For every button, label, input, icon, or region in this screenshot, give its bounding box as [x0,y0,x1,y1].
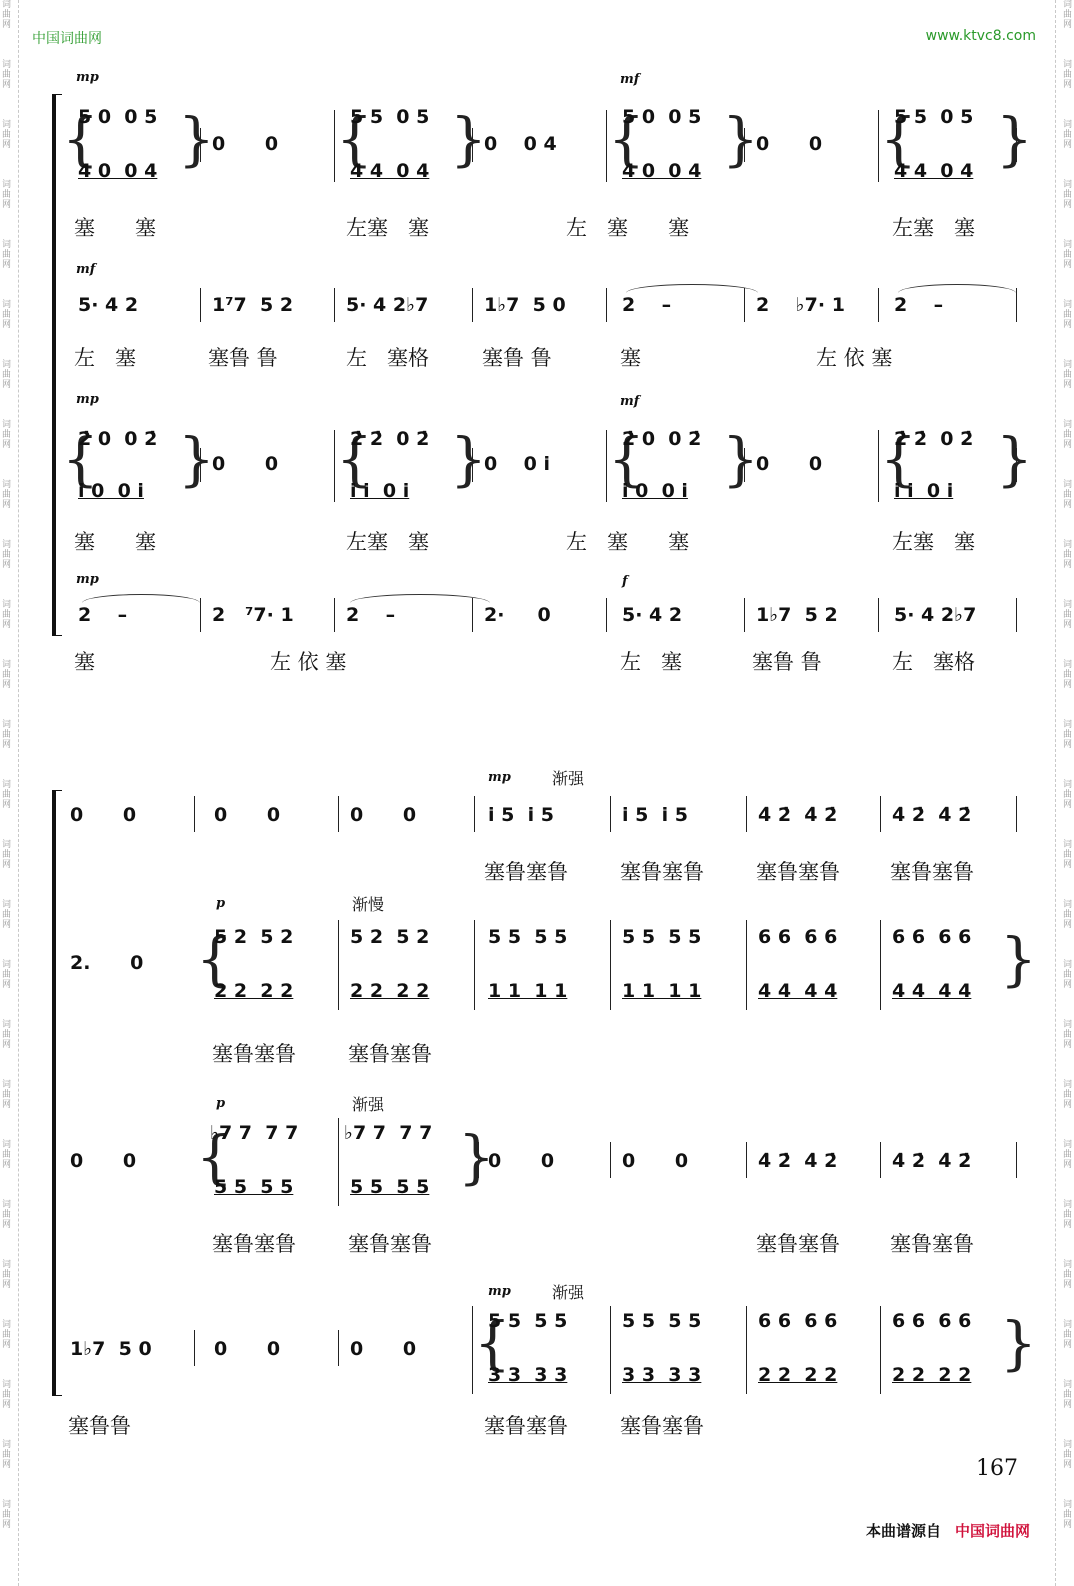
brace: } [996,425,1033,493]
brace: } [722,425,759,493]
lyric-text: 左 塞 塞 [566,530,690,554]
dynamic-mark: mp [76,70,99,85]
note-group: 5 5 5 5 [622,926,702,948]
watermark-text: 词 曲 网 [1062,780,1072,810]
barline [880,920,881,1010]
brace: } [1000,1309,1037,1377]
barline [610,1142,611,1178]
lyric-text: 塞鲁塞鲁 [212,1042,296,1066]
note-group: ♭7 7 7 7 [210,1122,299,1144]
watermark-text: 词 曲 网 [2,1020,12,1050]
watermark-text: 词 曲 网 [2,900,12,930]
lyric-text: 塞鲁塞鲁 [484,1414,568,1438]
barline [606,430,607,502]
lyric-text: 塞鲁塞鲁 [620,1414,704,1438]
note-group: 2 – [346,604,396,626]
barline [878,110,879,182]
watermark-text: 词 曲 网 [2,840,12,870]
watermark-text: 词 曲 网 [2,120,12,150]
watermark-text: 词 曲 网 [2,540,12,570]
note-group: 3 3 3 3 [488,1364,568,1386]
lyric-text: 塞鲁塞鲁 [890,1232,974,1256]
barline [1016,1142,1017,1178]
barline [338,1330,339,1366]
brace: } [178,105,215,173]
watermark-text: 词 曲 网 [2,1440,12,1470]
dynamic-mark: mf [620,394,640,409]
brace: } [178,425,215,493]
brace: { [880,425,917,493]
note-group: 5· 4 2 [78,294,139,316]
lyric-text: 塞鲁塞鲁 [348,1232,432,1256]
watermark-text: 词 曲 网 [1062,60,1072,90]
note-group: 0 0 [756,133,823,155]
note-group: 4 4 0 4 [894,160,974,182]
note-group: 0 0 [70,1150,137,1172]
lyric-text: 左塞 塞 [346,530,430,554]
dynamic-mark: p [216,1096,226,1111]
brace: { [196,1123,233,1191]
watermark-text: 词 曲 网 [1062,120,1072,150]
note-group: 4̇ 2̇ 4̇ 2̇ [892,1150,972,1172]
brace: } [450,425,487,493]
dynamic-mark: mp [488,770,511,785]
note-group: 2 – [78,604,128,626]
watermark-text: 词 曲 网 [1062,1020,1072,1050]
dynamic-mark: mf [620,72,640,87]
lyric-text: 塞 [620,346,641,370]
watermark-text: 词 曲 网 [1062,1380,1072,1410]
direction-text: 渐慢 [352,895,385,914]
barline [1016,288,1017,322]
note-group: 6 6 6 6 [758,926,838,948]
brace: { [608,105,645,173]
note-group: 4 0 0 4 [78,160,158,182]
page-number: 167 [976,1456,1018,1481]
direction-text: 渐强 [552,769,585,788]
watermark-text: 词 曲 网 [1062,840,1072,870]
barline [610,796,611,832]
watermark-text: 词 曲 网 [1062,240,1072,270]
watermark-text: 词 曲 网 [1062,1320,1072,1350]
note-group: 5 5 5 5 [350,1176,430,1198]
watermark-text: 词 曲 网 [1062,660,1072,690]
tie-arc [626,284,758,293]
barline [744,598,745,632]
note-group: 6 6 6 6 [758,1310,838,1332]
system-bracket [52,790,62,1396]
barline [746,920,747,1010]
lyric-text: 塞鲁塞鲁 [890,860,974,884]
watermark-text: 词 曲 网 [2,240,12,270]
lyric-text: 塞 塞 [74,216,157,240]
lyric-text: 塞鲁塞鲁 [620,860,704,884]
brace: { [196,925,233,993]
note-group: 5· 4 2 [622,604,683,626]
barline [478,1142,479,1178]
barline [200,598,201,632]
note-group: 0 0 i [484,453,551,475]
footer-brand-link[interactable]: 中国词曲网 [954,1522,1030,1540]
lyric-text: 左 塞 塞 [566,216,690,240]
brace: } [996,105,1033,173]
watermark-text: 词 曲 网 [2,1200,12,1230]
barline [746,1142,747,1178]
barline [200,128,201,162]
note-group: 2 ⁷7· 1 [212,604,294,626]
lyric-text: 塞鲁塞鲁 [756,860,840,884]
barline [474,796,475,832]
lyric-text: 塞 塞 [74,530,157,554]
watermark-text: 词 曲 网 [2,480,12,510]
barline [472,448,473,482]
barline [878,430,879,502]
barline [878,288,879,322]
watermark-text: 词 曲 网 [1062,1080,1072,1110]
lyric-text: 塞鲁 鲁 [752,650,822,674]
note-group: 0 0 [488,1150,555,1172]
note-group: 4 4 4 4 [892,980,972,1002]
note-group: 2· 0 [484,604,551,626]
barline [606,598,607,632]
brace: } [1000,925,1037,993]
barline [880,1306,881,1394]
watermark-text: 词 曲 网 [2,360,12,390]
lyric-text: 左塞 塞 [892,530,976,554]
barline [878,598,879,632]
brace: { [880,105,917,173]
barline [606,288,607,322]
watermark-text: 词 曲 网 [2,180,12,210]
watermark-text: 词 曲 网 [2,1080,12,1110]
barline [746,796,747,832]
note-group: 2 ♭7· 1 [756,294,845,316]
note-group: 0 0 [214,1338,281,1360]
barline [200,288,201,322]
note-group: 0 0 4 [484,133,557,155]
brace: } [450,105,487,173]
note-group: 5· 4 2♭7 [346,294,429,316]
watermark-text: 词 曲 网 [2,660,12,690]
watermark-text: 词 曲 网 [2,600,12,630]
lyric-text: 塞鲁塞鲁 [212,1232,296,1256]
note-group: 0 0 [212,453,279,475]
direction-text: 渐强 [552,1283,585,1302]
note-group: 2 2 2 2 [214,980,294,1002]
watermark-text: 词 曲 网 [2,300,12,330]
note-group: 6 6 6 6 [892,926,972,948]
note-group: 2 2 2 2 [350,980,430,1002]
watermark-text: 词 曲 网 [1062,1260,1072,1290]
watermark-text: 词 曲 网 [1062,360,1072,390]
note-group: 5 0 0 5 [622,106,702,128]
lyric-text: 左 塞格 [892,650,976,674]
note-group: 4̇ 2̇ 4̇ 2̇ [758,1150,838,1172]
lyric-text: 塞鲁塞鲁 [348,1042,432,1066]
barline [1016,128,1017,162]
barline [334,288,335,322]
watermark-text: 词 曲 网 [2,60,12,90]
brace: { [608,425,645,493]
note-group: 5 5 5 5 [622,1310,702,1332]
brace: } [458,1123,495,1191]
note-group: 2̇ 0 0 2̇ [622,428,702,450]
system-bracket [52,94,62,636]
left-watermark-strip [2,0,19,1586]
watermark-text: 词 曲 网 [2,420,12,450]
lyric-text: 塞鲁鲁 [68,1414,131,1438]
lyric-text: 左塞 塞 [892,216,976,240]
tie-arc [82,594,200,603]
direction-text: 渐强 [352,1095,385,1114]
lyric-text: 左 依 塞 [816,346,893,370]
note-group: 6 6 6 6 [892,1310,972,1332]
barline [744,288,745,322]
barline [472,288,473,322]
watermark-text: 词 曲 网 [1062,960,1072,990]
brace: { [62,105,99,173]
lyric-text: 塞鲁塞鲁 [756,1232,840,1256]
note-group: ♭7 7 7 7 [344,1122,433,1144]
note-group: i 5 i 5 [488,804,554,826]
brace: } [722,105,759,173]
note-group: 2 2 2 2 [892,1364,972,1386]
tie-arc [898,284,1016,293]
barline [334,430,335,502]
watermark-text: 词 曲 网 [1062,900,1072,930]
barline [194,1330,195,1366]
watermark-text: 词 曲 网 [1062,1440,1072,1470]
barline [1016,796,1017,832]
barline [880,1142,881,1178]
note-group: 0 0 [70,804,137,826]
note-group: 1 1 1 1 [488,980,568,1002]
note-group: 4 4 4 4 [758,980,838,1002]
note-group: 1⁷7 5 2 [212,294,294,316]
barline [1016,598,1017,632]
watermark-text: 词 曲 网 [1062,720,1072,750]
barline [744,448,745,482]
watermark-text: 词 曲 网 [1062,1140,1072,1170]
right-watermark-strip [1055,0,1072,1586]
note-group: 4 0 0 4 [622,160,702,182]
barline [472,598,473,632]
watermark-text: 词 曲 网 [2,1320,12,1350]
note-group: 2̇ 2̇ 0 2̇ [894,428,974,450]
note-group: 5· 4 2♭7 [894,604,977,626]
barline [610,1306,611,1394]
note-group: 5 5 0 5 [894,106,974,128]
dynamic-mark: mf [76,262,96,277]
barline [472,128,473,162]
lyric-text: 左塞 塞 [346,216,430,240]
site-url-header[interactable]: www.ktvc8.com [925,28,1036,44]
barline [194,796,195,832]
watermark-text: 词 曲 网 [2,780,12,810]
note-group: 2 – [622,294,672,316]
dynamic-mark: mp [488,1284,511,1299]
note-group: 1♭7 5 0 [70,1338,152,1360]
note-group: 1 1 1 1 [622,980,702,1002]
barline [610,920,611,1010]
barline [338,920,339,1010]
tie-arc [350,594,490,603]
footer-credit [866,1520,1030,1541]
note-group: 5 5 5 5 [214,1176,294,1198]
note-group: 2 – [894,294,944,316]
note-group: 2. 0 [70,952,144,974]
barline [338,796,339,832]
brace: { [62,425,99,493]
lyric-text: 塞鲁 鲁 [482,346,552,370]
note-group: 0 0 [350,1338,417,1360]
barline [474,920,475,1010]
lyric-text: 左 塞格 [346,346,430,370]
note-group: 4̇ 2̇ 4̇ 2̇ [758,804,838,826]
barline [334,598,335,632]
watermark-text: 词 曲 网 [1062,1500,1072,1530]
watermark-text: 词 曲 网 [1062,1200,1072,1230]
note-group: i i 0 i [350,480,410,502]
note-group: 5 5 5 5 [488,926,568,948]
note-group: 0 0 [212,133,279,155]
watermark-text: 词 曲 网 [2,1380,12,1410]
note-group: 5 0 0 5 [78,106,158,128]
lyric-text: 左 塞 [620,650,683,674]
note-group: i i 0 i [894,480,954,502]
note-group: 5 2 5 2 [350,926,430,948]
note-group: 4 4 0 4 [350,160,430,182]
brace: { [336,425,373,493]
note-group: 0 0 [350,804,417,826]
note-group: 5 5 0 5 [350,106,430,128]
barline [1016,448,1017,482]
watermark-text: 词 曲 网 [1062,600,1072,630]
footer-source-text: 本曲谱源自 [865,1522,941,1540]
watermark-text: 词 曲 网 [1062,300,1072,330]
note-group: i 0 0 i [78,480,144,502]
dynamic-mark: f [622,574,628,589]
watermark-text: 词 曲 网 [2,0,12,30]
site-name-header[interactable]: 中国词曲网 [32,31,102,47]
barline [334,110,335,182]
watermark-text: 词 曲 网 [1062,180,1072,210]
watermark-text: 词 曲 网 [2,1500,12,1530]
brace: { [336,105,373,173]
dynamic-mark: mp [76,572,99,587]
barline [880,796,881,832]
note-group: 2 2 2 2 [758,1364,838,1386]
watermark-text: 词 曲 网 [2,1260,12,1290]
watermark-text: 词 曲 网 [1062,0,1072,30]
watermark-text: 词 曲 网 [1062,540,1072,570]
brace: { [474,1309,511,1377]
barline [472,1306,473,1394]
note-group: 0 0 [622,1150,689,1172]
note-group: 5 5 5 5 [488,1310,568,1332]
note-group: 3 3 3 3 [622,1364,702,1386]
watermark-text: 词 曲 网 [1062,480,1072,510]
barline [606,110,607,182]
watermark-text: 词 曲 网 [2,720,12,750]
note-group: 1♭7 5 0 [484,294,566,316]
lyric-text: 塞鲁塞鲁 [484,860,568,884]
note-group: i 0 0 i [622,480,688,502]
note-group: 2̇ 2̇ 0 2̇ [350,428,430,450]
note-group: 0 0 [214,804,281,826]
note-group: 0 0 [756,453,823,475]
dynamic-mark: mp [76,392,99,407]
note-group: i 5 i 5 [622,804,688,826]
note-group: 2̇ 0 0 2̇ [78,428,158,450]
barline [338,1118,339,1206]
watermark-text: 词 曲 网 [2,1140,12,1170]
lyric-text: 塞 [74,650,95,674]
note-group: 5 2 5 2 [214,926,294,948]
note-group: 4̇ 2̇ 4̇ 2̇ [892,804,972,826]
lyric-text: 塞鲁 鲁 [208,346,278,370]
lyric-text: 左 依 塞 [270,650,347,674]
dynamic-mark: p [216,896,226,911]
barline [746,1306,747,1394]
note-group: 1♭7 5 2 [756,604,838,626]
barline [200,448,201,482]
lyric-text: 左 塞 [74,346,137,370]
watermark-text: 词 曲 网 [1062,420,1072,450]
barline [744,128,745,162]
watermark-text: 词 曲 网 [2,960,12,990]
